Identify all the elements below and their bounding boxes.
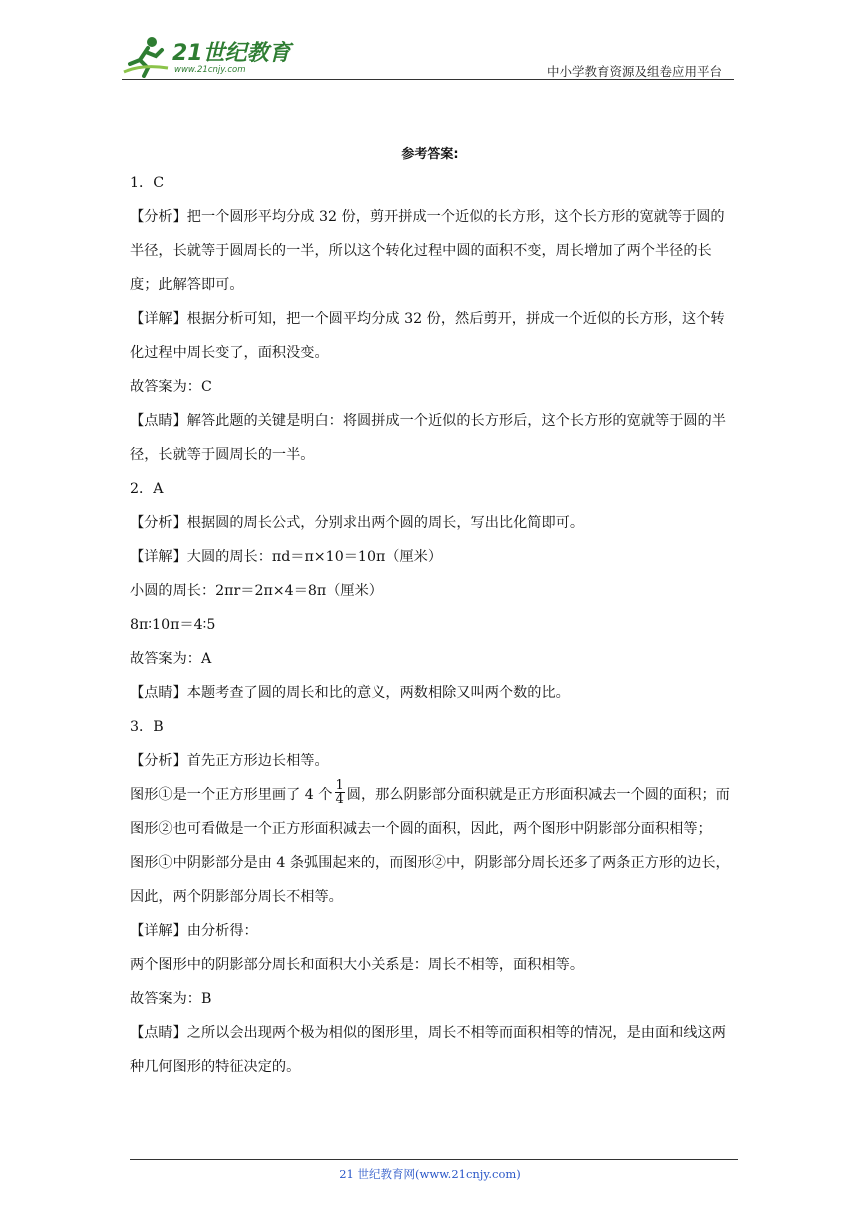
answer-1-comment: 【点睛】解答此题的关键是明白：将圆拼成一个近似的长方形后，这个长方形的宽就等于圆的半径，长就等于圆周长的一半。	[130, 413, 726, 463]
runner-icon	[122, 34, 174, 78]
fraction-one-quarter	[335, 779, 345, 806]
answer-3-comment: 【点睛】之所以会出现两个极为相似的图形里，周长不相等而面积相等的情况，是由面和线这两种几何图形的特征决定的。	[130, 1025, 726, 1075]
site-logo[interactable]	[122, 34, 292, 78]
answer-content	[130, 166, 735, 1084]
answer-3-paragraph-1	[130, 778, 735, 846]
header-divider	[122, 79, 734, 80]
answer-2-number: 2．A	[130, 481, 164, 497]
answer-3-conclusion: 故答案为：B	[130, 991, 212, 1007]
fraction-numerator: 1	[335, 777, 344, 793]
answer-2-analysis: 【分析】根据圆的周长公式，分别求出两个圆的周长，写出比化简即可。	[130, 515, 585, 531]
page-header	[0, 0, 860, 90]
answer-3-relation: 两个图形中的阴影部分周长和面积大小关系是：周长不相等，面积相等。	[130, 957, 585, 973]
answer-3-detail: 【详解】由分析得：	[130, 923, 258, 939]
answer-3-para1-start: 图形①是一个正方形里画了 4 个	[130, 787, 333, 803]
answer-3-para1-end: 圆，那么阴影部分面积就是正方形面积减去一个圆的面积；而图形②也可看做是一个正方形面积减去一个圆的面积，因此，两个图形中阴影部分面积相等；	[130, 787, 730, 837]
fraction-denominator: 4	[335, 791, 344, 807]
answer-1-detail: 【详解】根据分析可知，把一个圆平均分成 32 份，然后剪开，拼成一个近似的长方形，这个转化过程中周长变了，面积没变。	[130, 311, 725, 361]
answer-2-small-circle: 小圆的周长：2πr＝2π×4＝8π（厘米）	[130, 583, 383, 599]
footer-divider	[130, 1159, 738, 1160]
answer-1-conclusion: 故答案为：C	[130, 379, 212, 395]
footer-link[interactable]: 21 世纪教育网(www.21cnjy.com)	[339, 1167, 521, 1181]
answer-1-number: 1．C	[130, 175, 165, 191]
logo-url: www.21cnjy.com	[174, 65, 246, 75]
answer-2-ratio: 8π∶10π＝4∶5	[130, 617, 216, 633]
page-title: 参考答案:	[401, 147, 459, 162]
answer-3-number: 3．B	[130, 719, 164, 735]
answer-2-conclusion: 故答案为：A	[130, 651, 212, 667]
answer-3-paragraph-2: 图形①中阴影部分是由 4 条弧围起来的，而图形②中，阴影部分周长还多了两条正方形的边长，因此，两个阴影部分周长不相等。	[130, 855, 730, 905]
answer-3-analysis: 【分析】首先正方形边长相等。	[130, 753, 329, 769]
answer-2-comment: 【点睛】本题考查了圆的周长和比的意义，两数相除又叫两个数的比。	[130, 685, 570, 701]
answer-2-detail: 【详解】大圆的周长：πd＝π×10＝10π（厘米）	[130, 549, 443, 565]
header-platform-text: 中小学教育资源及组卷应用平台	[546, 64, 722, 79]
logo-text: 21世纪教育	[172, 41, 291, 66]
answer-1-analysis: 【分析】把一个圆形平均分成 32 份，剪开拼成一个近似的长方形，这个长方形的宽就等于圆的半径，长就等于圆周长的一半，所以这个转化过程中圆的面积不变，周长增加了两个半径的长度；此解答即可。	[130, 209, 725, 293]
